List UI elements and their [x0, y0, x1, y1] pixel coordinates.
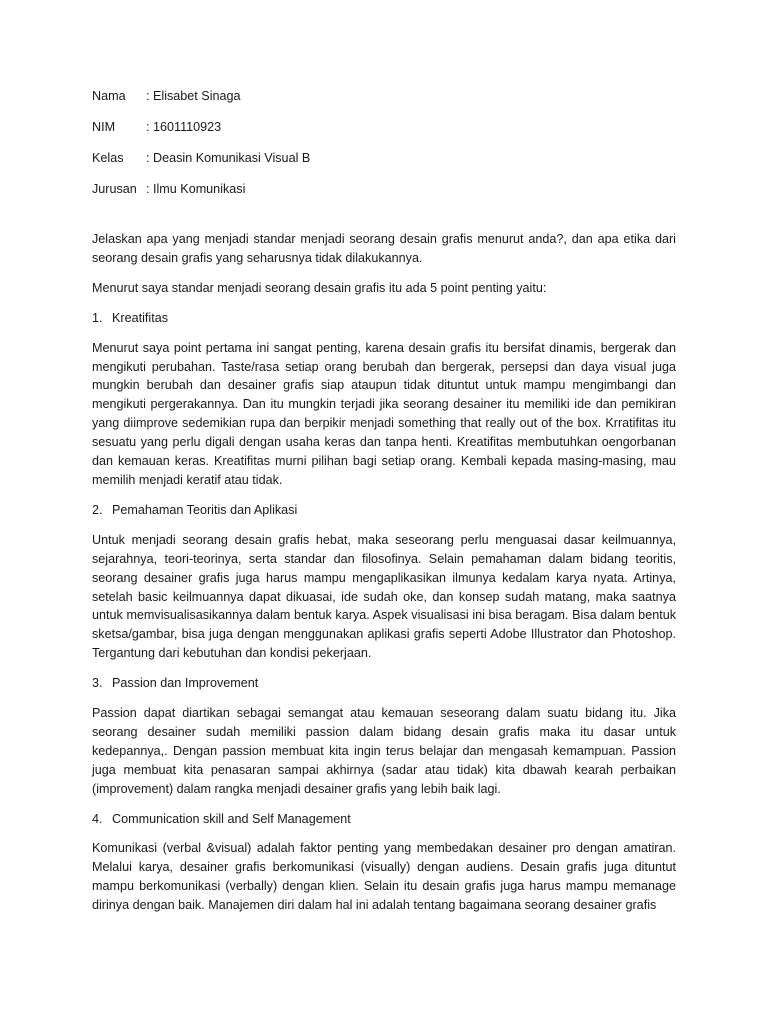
- section-heading-3: [92, 674, 676, 693]
- info-label: NIM: [92, 120, 116, 134]
- intro-paragraph: Menurut saya standar menjadi seorang desain grafis itu ada 5 point penting yaitu:: [92, 280, 547, 295]
- info-value: : Elisabet Sinaga: [146, 89, 241, 103]
- document-page: [92, 86, 676, 926]
- section-title: Communication skill and Self Management: [112, 811, 351, 826]
- section-heading-2: [92, 501, 676, 520]
- info-row-kelas: [92, 148, 676, 168]
- info-row-nim: [92, 117, 676, 137]
- section-title: Passion dan Improvement: [112, 676, 259, 691]
- question-paragraph: Jelaskan apa yang menjadi standar menjadi seorang desain grafis menurut anda?, dan apa etika dari seorang desain grafis yang seharusnya tidak dilakukannya.: [92, 232, 676, 265]
- section-body-2: Untuk menjadi seorang desain grafis hebat, maka seseorang perlu menguasai dasar keilmuannya, sejarahnya, teori-teorinya, serta standar dan filosofinya. Selain pemahaman dalam bidang teoritis, seorang desainer grafis juga harus mampu mengaplikasikan ilmunya kedalam karya nyata. Artinya, setelah basic keilmuannya dapat dikuasai, ide sudah oke, dan konsep sudah matang, maka saatnya untuk memvisualisasikannya dalam bentuk karya. Aspek visualisasi ini bisa beragam. Bisa dalam bentuk sketsa/gambar, bisa juga dengan menggunakan aplikasi grafis seperti Adobe Illustrator dan Photoshop. Tergantung dari kebutuhan dan kondisi pekerjaan.: [92, 532, 676, 661]
- section-number: 4.: [92, 811, 103, 826]
- info-value: : Ilmu Komunikasi: [146, 182, 246, 196]
- section-title: Pemahaman Teoritis dan Aplikasi: [112, 502, 298, 517]
- section-heading-4: [92, 810, 676, 829]
- section-number: 1.: [92, 310, 103, 325]
- section-heading-1: [92, 309, 676, 328]
- info-label: Jurusan: [92, 182, 137, 196]
- section-body-1: Menurut saya point pertama ini sangat penting, karena desain grafis itu bersifat dinamis, bergerak dan mengikuti perubahan. Taste/rasa setiap orang berubah dan bergerak, persepsi dan daya visual juga mungkin berubah dan desainer grafis siap ataupun tidak dituntut untuk mampu mengimbangi dan mengikuti pergerakannya. Dan itu mungkin terjadi jika seorang desainer itu memiliki ide dan pemikiran yang diimprove sedemikian rupa dan berpikir menjadi something that really out of the box. Krratifitas itu sesuatu yang perlu digali dengan usaha keras dan tanpa henti. Kreatifitas membutuhkan oengorbanan dan kemauan keras. Kreatifitas murni pilihan bagi setiap orang. Kembali kepada masing-masing, mau memilih menjadi keratif atau tidak.: [92, 340, 676, 487]
- info-label: Nama: [92, 89, 126, 103]
- section-body-3: Passion dapat diartikan sebagai semangat atau kemauan seseorang dalam suatu bidang itu. Jika seorang desainer sudah memiliki passion dalam bidang desain grafis maka itu dasar untuk kedepannya,. Dengan passion membuat kita ingin terus belajar dan mengasah kemampuan. Passion juga membuat kita penasaran sampai akhirnya (sadar atau tidak) kita dbawah kearah perbaikan (improvement) dalam rangka menjadi desainer grafis yang lebih baik lagi.: [92, 706, 676, 796]
- section-title: Kreatifitas: [112, 310, 168, 325]
- info-label: Kelas: [92, 151, 124, 165]
- info-row-nama: [92, 86, 676, 106]
- section-number: 3.: [92, 676, 103, 691]
- info-row-jurusan: [92, 179, 676, 199]
- section-body-4: Komunikasi (verbal &visual) adalah faktor penting yang membedakan desainer pro dengan amatiran. Melalui karya, desainer grafis berkomunikasi (visually) dengan audiens. Desain grafis juga dituntut mampu berkomunikasi (verbally) dengan klien. Selain itu desain grafis juga harus mampu memanage dirinya dengan baik. Manajemen diri dalam hal ini adalah tentang bagaimana seorang desainer grafis: [92, 841, 676, 913]
- info-value: : Deasin Komunikasi Visual B: [146, 151, 311, 165]
- section-number: 2.: [92, 502, 103, 517]
- info-value: : 1601110923: [146, 120, 222, 134]
